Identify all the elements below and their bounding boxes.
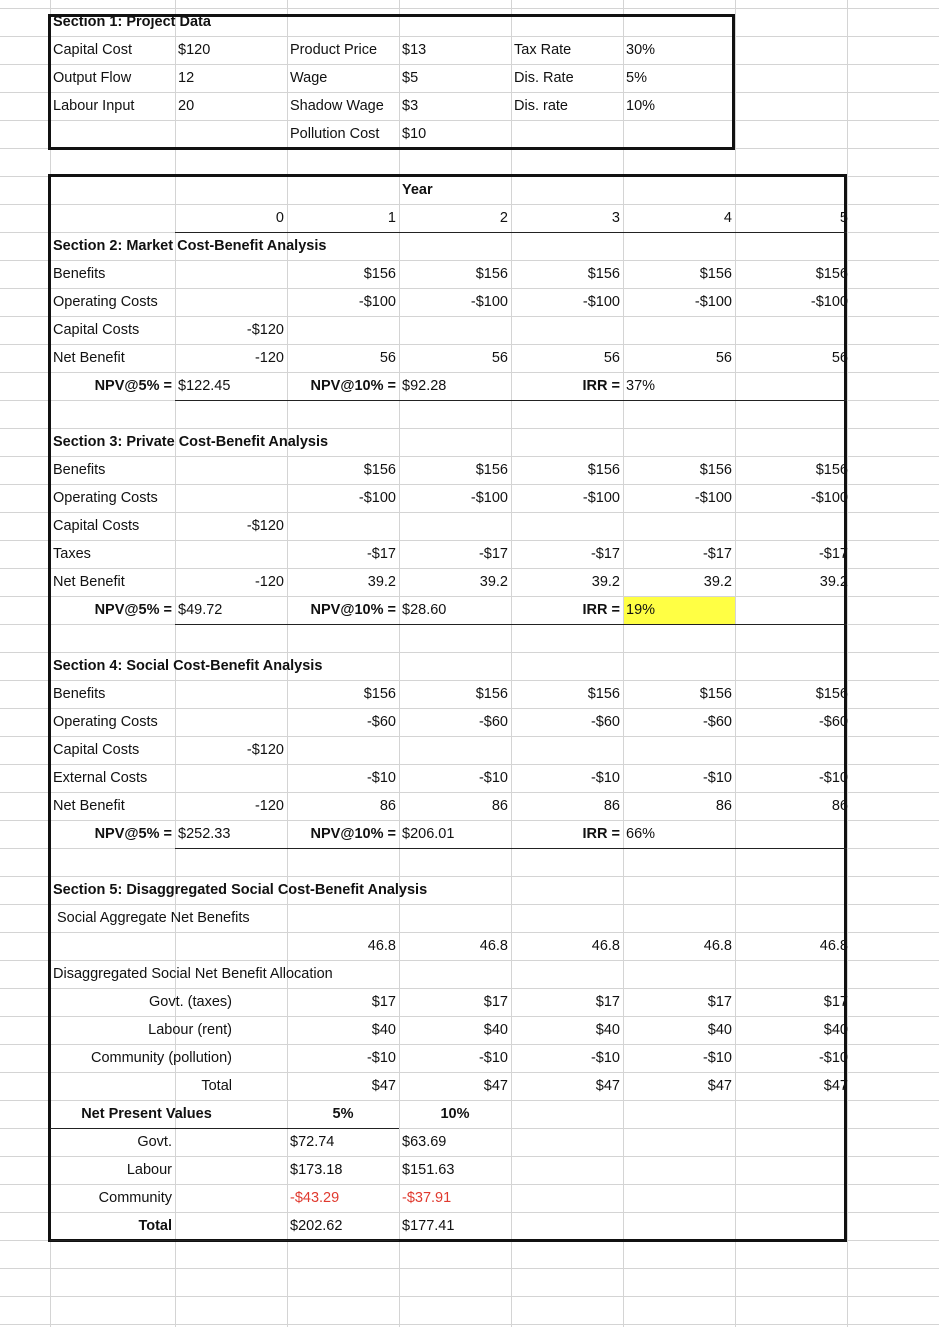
private-cba-row-label[interactable]: Operating Costs [53, 490, 158, 506]
allocation-cell[interactable] [175, 1072, 287, 1100]
private-cba-cell[interactable]: -$17 [366, 546, 396, 562]
wage-label[interactable]: Wage [290, 70, 328, 86]
year-4[interactable]: 4 [723, 210, 732, 226]
market-cba-npv10-label[interactable]: NPV@10% = [310, 378, 396, 394]
market-cba-cell[interactable]: -$100 [810, 294, 848, 310]
shadow-wage-value[interactable]: $3 [402, 98, 419, 114]
social-cba-cell[interactable]: -$60 [590, 714, 620, 730]
allocation-cell[interactable]: $47 [707, 1078, 732, 1094]
market-cba-npv10-value[interactable]: $92.28 [402, 378, 447, 394]
npv-row-label[interactable]: Govt. [137, 1134, 172, 1150]
wage-value[interactable]: $5 [402, 70, 419, 86]
private-cba-cell[interactable]: -$100 [810, 490, 848, 506]
npv-row-label[interactable]: Community [98, 1190, 172, 1206]
social-cba-cell[interactable]: -$60 [818, 714, 848, 730]
private-cba-cell[interactable]: -$17 [590, 546, 620, 562]
private-cba-irr-value[interactable]: 19% [626, 602, 656, 618]
private-cba-cell[interactable]: 39.2 [703, 574, 732, 590]
market-cba-cell[interactable]: 56 [831, 350, 848, 366]
year-0[interactable]: 0 [275, 210, 284, 226]
market-cba-cell[interactable]: -$100 [694, 294, 732, 310]
social-cba-row-label[interactable]: Benefits [53, 686, 106, 702]
social-cba-cell[interactable]: $156 [475, 686, 508, 702]
allocation-cell[interactable]: -$10 [818, 1050, 848, 1066]
private-cba-npv5-label[interactable]: NPV@5% = [94, 602, 172, 618]
social-cba-cell[interactable]: -$10 [590, 770, 620, 786]
private-cba-cell[interactable]: -120 [254, 574, 284, 590]
private-cba-cell[interactable]: 39.2 [367, 574, 396, 590]
private-cba-cell[interactable] [739, 512, 851, 540]
npv-5pct-value[interactable]: $173.18 [290, 1162, 343, 1178]
private-cba-row-label[interactable]: Taxes [53, 546, 91, 562]
market-cba-irr-value[interactable]: 37% [626, 378, 656, 394]
market-cba-cell[interactable] [175, 288, 287, 316]
social-cba-row-label[interactable]: External Costs [53, 770, 148, 786]
npv-row-label[interactable]: Total [138, 1218, 172, 1234]
social-cba-row-label[interactable]: Net Benefit [53, 798, 125, 814]
allocation-row-label[interactable]: Community (pollution) [90, 1050, 232, 1066]
allocation-row-label[interactable]: Govt. (taxes) [149, 994, 232, 1010]
market-cba-cell[interactable]: 56 [491, 350, 508, 366]
market-cba-cell[interactable] [739, 316, 851, 344]
market-cba-cell[interactable] [399, 316, 511, 344]
labour-input-label[interactable]: Labour Input [53, 98, 135, 114]
social-cba-npv10-label[interactable]: NPV@10% = [310, 826, 396, 842]
tax-rate-value[interactable]: 30% [626, 42, 656, 58]
social-cba-irr-label[interactable]: IRR = [582, 826, 620, 842]
npv-col-5pct[interactable]: 5% [332, 1106, 354, 1122]
allocation-cell[interactable]: $17 [595, 994, 620, 1010]
allocation-cell[interactable]: $17 [823, 994, 848, 1010]
npv-10pct-value[interactable]: $151.63 [402, 1162, 455, 1178]
allocation-cell[interactable]: $17 [371, 994, 396, 1010]
private-cba-cell[interactable] [287, 512, 399, 540]
private-cba-row-label[interactable]: Net Benefit [53, 574, 125, 590]
market-cba-cell[interactable]: 56 [603, 350, 620, 366]
market-cba-cell[interactable]: 56 [715, 350, 732, 366]
social-cba-cell[interactable]: 86 [715, 798, 732, 814]
private-cba-cell[interactable]: -$17 [818, 546, 848, 562]
social-cba-cell[interactable] [739, 736, 851, 764]
social-cba-cell[interactable]: $156 [699, 686, 732, 702]
npv-10pct-value[interactable]: $177.41 [402, 1218, 455, 1234]
row-rule [175, 232, 847, 233]
social-cba-cell[interactable] [511, 736, 623, 764]
product-price-value[interactable]: $13 [402, 42, 427, 58]
market-cba-cell[interactable]: -$120 [246, 322, 284, 338]
product-price-label[interactable]: Product Price [290, 42, 378, 58]
social-cba-npv5-label[interactable]: NPV@5% = [94, 826, 172, 842]
dis-rate-1-value[interactable]: 5% [626, 70, 647, 86]
private-cba-cell[interactable]: -$120 [246, 518, 284, 534]
allocation-cell[interactable]: $47 [483, 1078, 508, 1094]
private-cba-cell[interactable]: 39.2 [591, 574, 620, 590]
allocation-cell[interactable]: $40 [483, 1022, 508, 1038]
social-cba-cell[interactable] [287, 736, 399, 764]
allocation-label[interactable]: Disaggregated Social Net Benefit Allocation [53, 966, 333, 982]
social-cba-cell[interactable]: 86 [379, 798, 396, 814]
aggregate-cell[interactable] [175, 932, 287, 960]
market-cba-cell[interactable] [175, 260, 287, 288]
npv-row-label[interactable]: Labour [126, 1162, 172, 1178]
social-cba-title[interactable]: Section 4: Social Cost-Benefit Analysis [53, 658, 323, 674]
social-cba-cell[interactable] [175, 680, 287, 708]
private-cba-cell[interactable]: -$100 [694, 490, 732, 506]
row-rule [50, 1128, 399, 1129]
social-cba-cell[interactable]: -$60 [478, 714, 508, 730]
market-cba-cell[interactable] [287, 316, 399, 344]
private-cba-cell[interactable] [511, 512, 623, 540]
social-cba-cell[interactable]: $156 [815, 686, 848, 702]
allocation-cell[interactable] [175, 988, 287, 1016]
market-cba-cell[interactable]: $156 [475, 266, 508, 282]
private-cba-cell[interactable]: -$17 [702, 546, 732, 562]
disaggregated-title[interactable]: Section 5: Disaggregated Social Cost-Benefit Analysis [53, 882, 428, 898]
market-cba-cell[interactable] [511, 316, 623, 344]
social-cba-row-label[interactable]: Operating Costs [53, 714, 158, 730]
labour-input-value[interactable]: 20 [178, 98, 195, 114]
market-cba-row-label[interactable]: Benefits [53, 266, 106, 282]
private-cba-cell[interactable] [175, 456, 287, 484]
npv-title[interactable]: Net Present Values [81, 1106, 212, 1122]
allocation-cell[interactable]: -$10 [590, 1050, 620, 1066]
market-cba-cell[interactable]: -$100 [470, 294, 508, 310]
market-cba-cell[interactable]: $156 [815, 266, 848, 282]
social-cba-irr-value[interactable]: 66% [626, 826, 656, 842]
year-5[interactable]: 5 [839, 210, 848, 226]
social-cba-cell[interactable]: $156 [587, 686, 620, 702]
social-cba-cell[interactable]: -$60 [702, 714, 732, 730]
market-cba-cell[interactable]: -120 [254, 350, 284, 366]
allocation-cell[interactable] [175, 1016, 287, 1044]
social-cba-cell[interactable]: 86 [491, 798, 508, 814]
private-cba-cell[interactable]: $156 [363, 462, 396, 478]
row-rule [175, 848, 847, 849]
allocation-cell[interactable]: -$10 [702, 1050, 732, 1066]
social-cba-cell[interactable] [175, 708, 287, 736]
private-cba-npv10-value[interactable]: $28.60 [402, 602, 447, 618]
market-cba-cell[interactable]: -$100 [582, 294, 620, 310]
private-cba-cell[interactable] [399, 512, 511, 540]
allocation-cell[interactable]: $17 [483, 994, 508, 1010]
social-cba-npv5-value[interactable]: $252.33 [178, 826, 231, 842]
private-cba-cell[interactable]: $156 [815, 462, 848, 478]
social-cba-cell[interactable]: -$60 [366, 714, 396, 730]
private-cba-cell[interactable]: -$100 [470, 490, 508, 506]
allocation-row-label[interactable]: Labour (rent) [148, 1022, 232, 1038]
output-flow-label[interactable]: Output Flow [53, 70, 132, 86]
private-cba-cell[interactable]: $156 [699, 462, 732, 478]
market-cba-row-label[interactable]: Operating Costs [53, 294, 158, 310]
social-cba-cell[interactable]: 86 [603, 798, 620, 814]
pollution-cost-label[interactable]: Pollution Cost [290, 126, 380, 142]
private-cba-cell[interactable] [175, 540, 287, 568]
allocation-cell[interactable]: $40 [707, 1022, 732, 1038]
private-cba-row-label[interactable]: Capital Costs [53, 518, 140, 534]
social-cba-cell[interactable]: $156 [363, 686, 396, 702]
row-rule [175, 400, 847, 401]
allocation-cell[interactable]: $40 [823, 1022, 848, 1038]
allocation-cell[interactable]: $40 [595, 1022, 620, 1038]
social-cba-cell[interactable]: -$120 [246, 742, 284, 758]
output-flow-value[interactable]: 12 [178, 70, 195, 86]
market-cba-row-label[interactable]: Net Benefit [53, 350, 125, 366]
private-cba-npv5-value[interactable]: $49.72 [178, 602, 223, 618]
dis-rate-1-label[interactable]: Dis. Rate [514, 70, 574, 86]
year-2[interactable]: 2 [499, 210, 508, 226]
private-cba-cell[interactable] [175, 484, 287, 512]
npv-col-10pct[interactable]: 10% [440, 1106, 470, 1122]
aggregate-cell[interactable]: 46.8 [703, 938, 732, 954]
allocation-cell[interactable]: -$10 [478, 1050, 508, 1066]
market-cba-cell[interactable]: $156 [363, 266, 396, 282]
social-cba-cell[interactable] [623, 736, 735, 764]
allocation-cell[interactable]: -$10 [366, 1050, 396, 1066]
allocation-cell[interactable]: $47 [595, 1078, 620, 1094]
shadow-wage-label[interactable]: Shadow Wage [290, 98, 384, 114]
row-rule [175, 624, 847, 625]
year-1[interactable]: 1 [387, 210, 396, 226]
allocation-cell[interactable]: $47 [371, 1078, 396, 1094]
allocation-row-label[interactable]: Total [201, 1078, 232, 1094]
npv-5pct-value[interactable]: $72.74 [290, 1134, 335, 1150]
allocation-cell[interactable] [175, 1044, 287, 1072]
pollution-cost-value[interactable]: $10 [402, 126, 427, 142]
npv-10pct-value[interactable]: -$37.91 [402, 1190, 452, 1206]
market-cba-cell[interactable] [623, 316, 735, 344]
section-1-title[interactable]: Section 1: Project Data [53, 14, 211, 30]
year-header[interactable]: Year [402, 182, 433, 198]
social-cba-cell[interactable]: -$10 [702, 770, 732, 786]
market-cba-cell[interactable]: -$100 [358, 294, 396, 310]
dis-rate-2-value[interactable]: 10% [626, 98, 656, 114]
private-cba-title[interactable]: Section 3: Private Cost-Benefit Analysis [53, 434, 329, 450]
private-cba-cell[interactable]: 39.2 [479, 574, 508, 590]
tax-rate-label[interactable]: Tax Rate [514, 42, 572, 58]
market-cba-npv5-value[interactable]: $122.45 [178, 378, 231, 394]
social-cba-cell[interactable]: -$10 [478, 770, 508, 786]
market-cba-cell[interactable]: 56 [379, 350, 396, 366]
social-cba-cell[interactable]: -$10 [366, 770, 396, 786]
social-cba-cell[interactable]: 86 [831, 798, 848, 814]
private-cba-row-label[interactable]: Benefits [53, 462, 106, 478]
market-cba-irr-label[interactable]: IRR = [582, 378, 620, 394]
npv-5pct-value[interactable]: $202.62 [290, 1218, 343, 1234]
social-cba-row-label[interactable]: Capital Costs [53, 742, 140, 758]
npv-10pct-value[interactable]: $63.69 [402, 1134, 447, 1150]
aggregate-cell[interactable]: 46.8 [819, 938, 848, 954]
aggregate-cell[interactable]: 46.8 [367, 938, 396, 954]
social-cba-cell[interactable]: -120 [254, 798, 284, 814]
aggregate-cell[interactable]: 46.8 [479, 938, 508, 954]
private-cba-cell[interactable]: $156 [587, 462, 620, 478]
private-cba-cell[interactable]: 39.2 [819, 574, 848, 590]
market-cba-npv5-label[interactable]: NPV@5% = [94, 378, 172, 394]
social-cba-cell[interactable]: -$10 [818, 770, 848, 786]
private-cba-cell[interactable]: -$17 [478, 546, 508, 562]
market-cba-cell[interactable]: $156 [587, 266, 620, 282]
row-rule [50, 1240, 399, 1241]
year-3[interactable]: 3 [611, 210, 620, 226]
npv-5pct-value[interactable]: -$43.29 [290, 1190, 340, 1206]
social-cba-cell[interactable] [175, 764, 287, 792]
capital-cost-value[interactable]: $120 [178, 42, 211, 58]
private-cba-cell[interactable]: -$100 [358, 490, 396, 506]
market-cba-cell[interactable]: $156 [699, 266, 732, 282]
private-cba-cell[interactable] [623, 512, 735, 540]
allocation-cell[interactable]: $47 [823, 1078, 848, 1094]
dis-rate-2-label[interactable]: Dis. rate [514, 98, 568, 114]
private-cba-cell[interactable]: $156 [475, 462, 508, 478]
market-cba-title[interactable]: Section 2: Market Cost-Benefit Analysis [53, 238, 327, 254]
private-cba-npv10-label[interactable]: NPV@10% = [310, 602, 396, 618]
allocation-cell[interactable]: $40 [371, 1022, 396, 1038]
private-cba-cell[interactable]: -$100 [582, 490, 620, 506]
aggregate-label[interactable]: Social Aggregate Net Benefits [57, 910, 250, 926]
private-cba-irr-label[interactable]: IRR = [582, 602, 620, 618]
allocation-cell[interactable]: $17 [707, 994, 732, 1010]
social-cba-npv10-value[interactable]: $206.01 [402, 826, 455, 842]
capital-cost-label[interactable]: Capital Cost [53, 42, 132, 58]
aggregate-cell[interactable]: 46.8 [591, 938, 620, 954]
market-cba-row-label[interactable]: Capital Costs [53, 322, 140, 338]
social-cba-cell[interactable] [399, 736, 511, 764]
